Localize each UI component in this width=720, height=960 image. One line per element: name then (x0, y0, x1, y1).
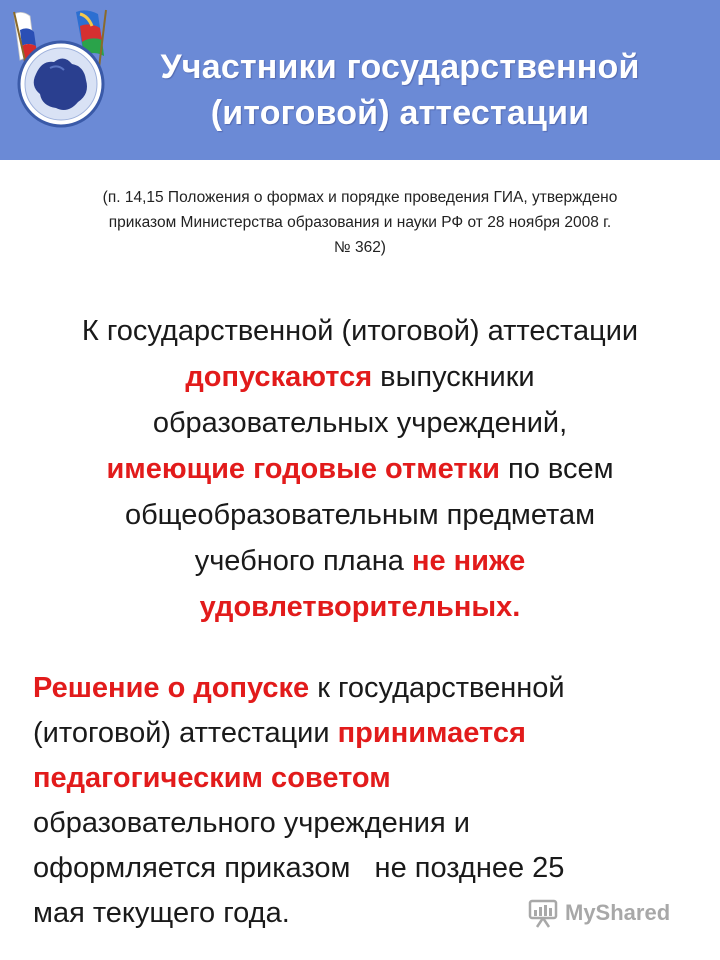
reference-line-3: № 362) (334, 239, 386, 256)
highlight-decision: Решение о допуске (33, 672, 310, 704)
admission-text: учебного плана (194, 545, 412, 577)
decision-text: (итоговой) аттестации (33, 717, 338, 749)
decision-line-3 (33, 756, 693, 801)
decision-line-4 (33, 801, 693, 846)
trailing-period: . (512, 591, 521, 623)
title-line-2: (итоговой) аттестации (210, 94, 590, 132)
decision-line-5 (33, 846, 693, 891)
admission-line-7 (20, 584, 700, 630)
decision-text: оформляется приказом не позднее 25 (33, 852, 565, 884)
decision-line-1 (33, 666, 693, 711)
legal-reference (30, 185, 690, 260)
decision-line-2 (33, 711, 693, 756)
admission-text: по всем (499, 453, 614, 485)
decision-text: образовательного учреждения и (33, 807, 470, 839)
highlight-accepted: принимается (337, 717, 526, 749)
admission-line-3 (20, 400, 700, 446)
title-line-1: Участники государственной (160, 48, 640, 86)
admission-text: общеобразовательным предметам (124, 499, 596, 531)
admission-line-5 (20, 492, 700, 538)
admission-line-6 (20, 538, 700, 584)
highlight-satisfactory: удовлетворительных (199, 591, 513, 623)
highlight-annual-marks: имеющие годовые отметки (106, 453, 500, 485)
admission-text: образовательных учреждений, (152, 407, 568, 439)
reference-line-2: приказом Министерства образования и науки РФ от 28 ноября 2008 г. (108, 214, 612, 231)
admission-paragraph (20, 308, 700, 630)
admission-text: выпускники (372, 361, 535, 393)
watermark-text: MyShared (565, 900, 671, 925)
admission-line-4 (20, 446, 700, 492)
decision-text: мая текущего года. (33, 897, 290, 929)
decision-text: к государственной (309, 672, 565, 704)
reference-line-1: (п. 14,15 Положения о формах и порядке проведения ГИА, утверждено (102, 189, 618, 206)
admission-line-2 (20, 354, 700, 400)
page-title (100, 44, 700, 136)
header-banner (0, 0, 720, 160)
highlight-not-lower: не ниже (411, 545, 526, 577)
highlight-pedagogical-council: педагогическим советом (33, 762, 391, 794)
admission-text: К государственной (итоговой) аттестации (81, 315, 639, 347)
presentation-board-icon (527, 898, 559, 928)
myshared-watermark (527, 896, 670, 930)
highlight-admitted: допускаются (185, 361, 373, 393)
admission-line-1 (20, 308, 700, 354)
